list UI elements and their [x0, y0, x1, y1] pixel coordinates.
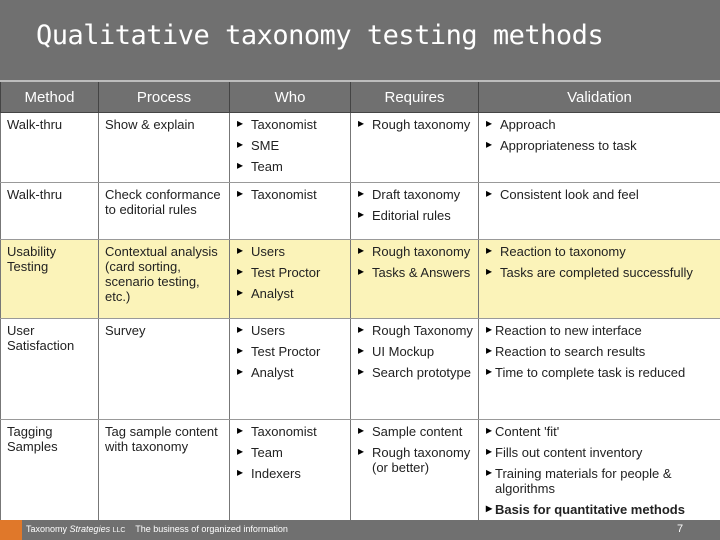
list-item: ▸ Rough Taxonomy — [357, 323, 475, 338]
table-row — [1, 113, 720, 183]
requires-cell — [351, 183, 479, 240]
table-row — [1, 240, 720, 319]
list-item: ▸ Indexers — [236, 466, 347, 481]
method-cell: Usability Testing — [1, 240, 99, 319]
requires-cell — [351, 420, 479, 526]
list-item: ▸ Users — [236, 244, 347, 259]
list-item: ▸ Rough taxonomy (or better) — [357, 445, 475, 475]
requires-cell — [351, 240, 479, 319]
list-item: ▸ Editorial rules — [357, 208, 475, 223]
method-cell: Walk-thru — [1, 113, 99, 183]
process-cell: Check conformance to editorial rules — [99, 183, 230, 240]
who-cell — [230, 113, 351, 183]
table-row — [1, 420, 720, 526]
list-item: ▸ Fills out content inventory — [485, 445, 717, 460]
list-item: ▸ Approach — [485, 117, 717, 132]
requires-cell — [351, 319, 479, 420]
list-item: ▸ Test Proctor — [236, 265, 347, 280]
requires-cell — [351, 113, 479, 183]
column-header-who: Who — [230, 81, 351, 113]
validation-cell — [479, 420, 720, 526]
footer-company — [26, 524, 288, 534]
list-item: ▸ Users — [236, 323, 347, 338]
company-name-suffix: LLC — [112, 527, 126, 534]
column-header-requires: Requires — [351, 81, 479, 113]
list-item: ▸ Reaction to taxonomy — [485, 244, 717, 259]
column-header-validation: Validation — [479, 81, 720, 113]
list-item: ▸ Team — [236, 445, 347, 460]
list-item: ▸ Basis for quantitative methods — [485, 502, 717, 517]
validation-cell — [479, 319, 720, 420]
page-number: 7 — [677, 523, 684, 535]
method-cell: User Satisfaction — [1, 319, 99, 420]
list-item: ▸ Rough taxonomy — [357, 117, 475, 132]
list-item: ▸ Training materials for people & algorithms — [485, 466, 717, 496]
footer-tagline: The business of organized information — [135, 524, 288, 534]
list-item: ▸ Taxonomist — [236, 117, 347, 132]
list-item: ▸ Sample content — [357, 424, 475, 439]
process-cell: Tag sample content with taxonomy — [99, 420, 230, 526]
process-cell: Contextual analysis (card sorting, scenario testing, etc.) — [99, 240, 230, 319]
list-item: ▸ Taxonomist — [236, 187, 347, 202]
list-item: ▸ Analyst — [236, 365, 347, 380]
who-cell — [230, 319, 351, 420]
company-logo — [0, 520, 22, 540]
page-title: Qualitative taxonomy testing methods — [36, 20, 604, 51]
process-cell: Show & explain — [99, 113, 230, 183]
list-item: ▸ Taxonomist — [236, 424, 347, 439]
list-item: ▸ Tasks are completed successfully — [485, 265, 717, 280]
list-item: ▸ Time to complete task is reduced — [485, 365, 717, 380]
list-item: ▸ Test Proctor — [236, 344, 347, 359]
list-item: ▸ Team — [236, 159, 347, 174]
method-cell: Walk-thru — [1, 183, 99, 240]
list-item: ▸ Reaction to search results — [485, 344, 717, 359]
column-header-process: Process — [99, 81, 230, 113]
footer-bar — [0, 520, 720, 540]
table-row — [1, 319, 720, 420]
validation-cell — [479, 240, 720, 319]
method-cell: Tagging Samples — [1, 420, 99, 526]
list-item: ▸ Search prototype — [357, 365, 475, 380]
list-item: ▸ Rough taxonomy — [357, 244, 475, 259]
validation-cell — [479, 113, 720, 183]
list-item: ▸ Reaction to new interface — [485, 323, 717, 338]
company-name-prefix: Taxonomy — [26, 524, 68, 534]
who-cell — [230, 420, 351, 526]
list-item: ▸ Content 'fit' — [485, 424, 717, 439]
list-item: ▸ UI Mockup — [357, 344, 475, 359]
list-item: ▸ Draft taxonomy — [357, 187, 475, 202]
who-cell — [230, 183, 351, 240]
header-bar — [0, 0, 720, 80]
who-cell — [230, 240, 351, 319]
list-item: ▸ SME — [236, 138, 347, 153]
list-item: ▸ Analyst — [236, 286, 347, 301]
column-header-method: Method — [1, 81, 99, 113]
list-item: ▸ Tasks & Answers — [357, 265, 475, 280]
table-header-row — [1, 81, 720, 113]
validation-cell — [479, 183, 720, 240]
list-item: ▸ Consistent look and feel — [485, 187, 717, 202]
table-row — [1, 183, 720, 240]
process-cell: Survey — [99, 319, 230, 420]
list-item: ▸ Appropriateness to task — [485, 138, 717, 153]
company-name-italic: Strategies — [69, 524, 111, 534]
methods-table — [0, 80, 720, 526]
